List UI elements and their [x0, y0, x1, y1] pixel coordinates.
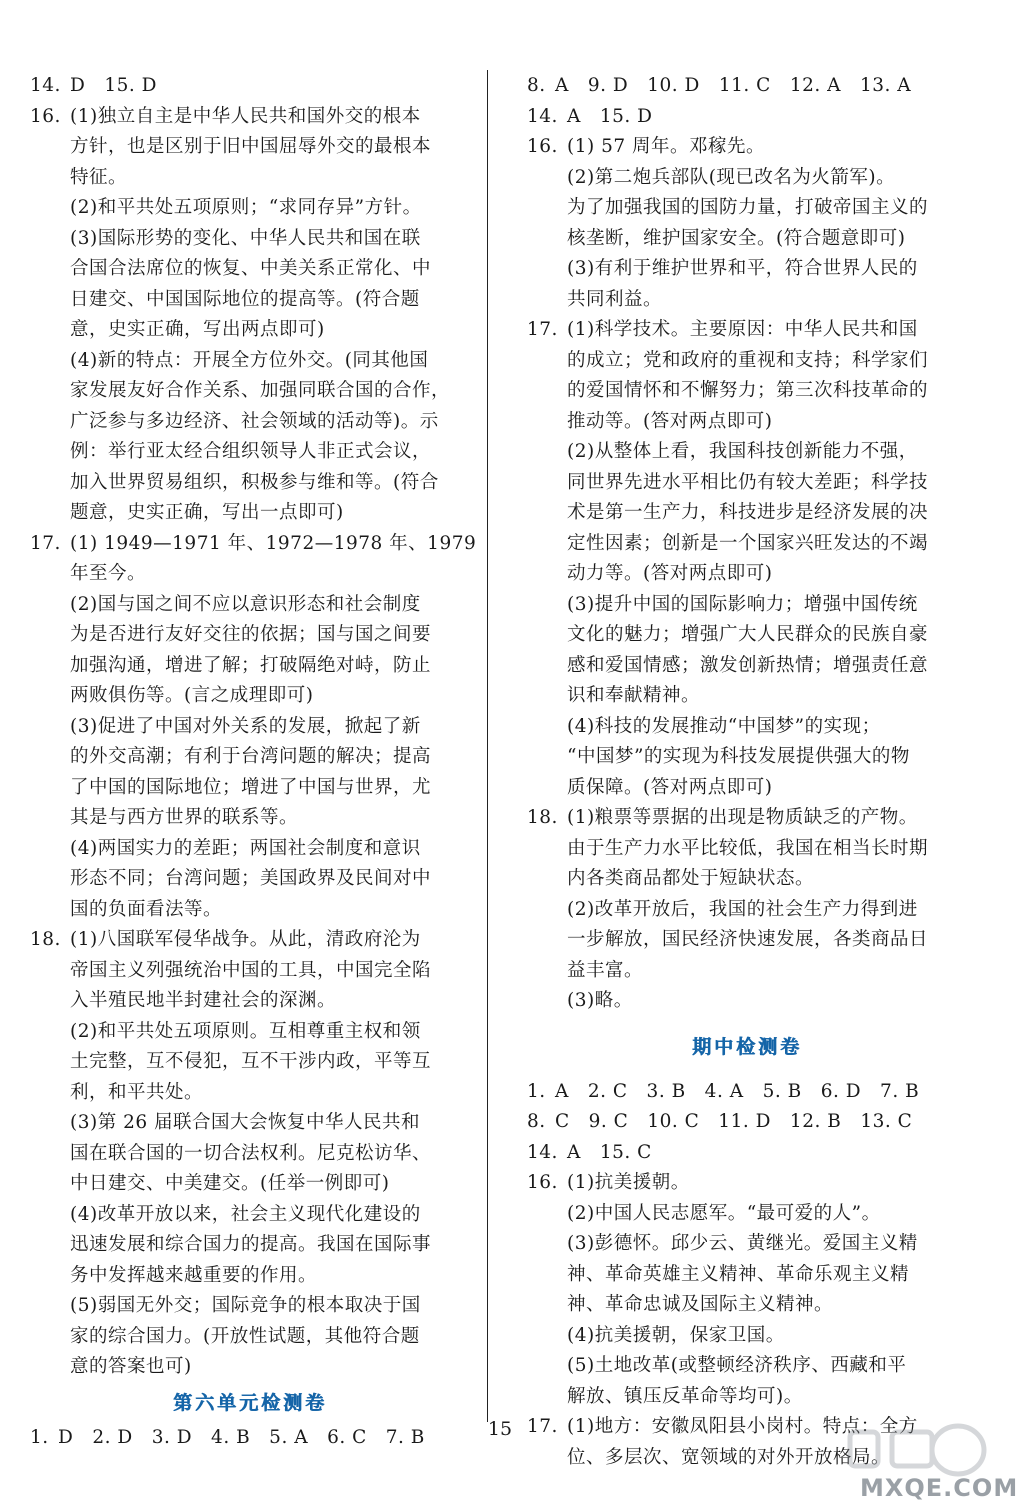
answer-text: (1)独立自主是中华人民共和国外交的根本: [70, 105, 421, 127]
answer-text: 土完整，互不侵犯，互不干涉内政，平等互: [70, 1051, 432, 1072]
answer-text: A 9. D 10. D 11. C 12. A 13. A: [555, 75, 912, 96]
answer-text: 帝国主义列强统治中国的工具，中国完全陷: [70, 959, 432, 981]
answer-text: (2)国与国之间不应以意识形态和社会制度: [70, 593, 421, 615]
answer-text: 感和爱国情感；激发创新热情；增强责任意: [567, 654, 929, 676]
answer-text: 国的负面看法等。: [70, 898, 223, 920]
answer-line: [527, 285, 967, 316]
question-number: 18.: [30, 929, 61, 950]
answer-line: [527, 437, 967, 468]
answer-line: [30, 590, 470, 621]
answer-text: 了中国的国际地位；增进了中国与世界，尤: [70, 776, 432, 798]
answer-line: [527, 71, 967, 102]
answer-line: [527, 803, 967, 834]
answer-text: 为是否进行友好交往的依据；国与国之间要: [70, 624, 432, 645]
answer-text: (1)八国联军侵华战争。从此，清政府沦为: [70, 929, 421, 950]
answer-line: [527, 834, 967, 865]
section-heading-unit6: 第六单元检测卷: [172, 1391, 327, 1414]
answer-line: [527, 132, 967, 163]
answer-text: 两败俱伤等。(言之成理即可): [70, 685, 314, 706]
answer-line: [527, 1290, 967, 1321]
answer-text: (2)改革开放后，我国的社会生产力得到进: [567, 898, 918, 920]
left-answers-block: [30, 71, 477, 1383]
answer-line: [527, 1382, 967, 1413]
answer-text: (3)国际形势的变化、中华人民共和国在联: [70, 227, 421, 249]
answer-line: [30, 986, 470, 1017]
answer-line: [527, 407, 967, 438]
answer-line: [527, 1168, 967, 1199]
answer-line: [527, 163, 967, 194]
answer-text: 的成立；党和政府的重视和支持；科学家们: [567, 349, 929, 371]
answer-text: (4)改革开放以来，社会主义现代化建设的: [70, 1203, 421, 1225]
answer-line: [30, 803, 470, 834]
section-heading-midterm: 期中检测卷: [691, 1035, 802, 1058]
answer-line: [30, 71, 470, 102]
answer-text: 意的答案也可): [70, 1356, 192, 1377]
answer-text: 国在联合国的一切合法权利。尼克松访华、: [70, 1142, 432, 1164]
question-number: 16.: [30, 105, 61, 127]
answer-line: [527, 651, 967, 682]
answer-line: [30, 1352, 470, 1383]
answer-text: 题意，史实正确，写出一点即可): [70, 502, 344, 523]
answer-line: [30, 712, 470, 743]
answer-text: (3)彭德怀。邱少云、黄继光。爱国主义精: [567, 1233, 918, 1254]
answer-text: “中国梦”的实现为科技发展提供强大的物: [567, 746, 910, 767]
answer-line: [30, 742, 470, 773]
answer-line: [527, 773, 967, 804]
answer-line: [30, 254, 470, 285]
watermark-text: MXQE.COM: [860, 1474, 1018, 1502]
answer-text: 神、革命英雄主义精神、革命乐观主义精: [567, 1263, 910, 1285]
question-number: 16.: [527, 136, 558, 157]
answer-line: [30, 773, 470, 804]
answer-line: [30, 651, 470, 682]
answer-text: (2)和平共处五项原则。互相尊重主权和领: [70, 1020, 421, 1042]
answer-text: 核垄断，维护国家安全。(符合题意即可): [567, 227, 906, 249]
answer-text: (4)科技的发展推动“中国梦”的实现；: [567, 715, 881, 737]
answer-line: [527, 956, 967, 987]
answer-text: 家的综合国力。(开放性试题，其他符合题: [70, 1325, 420, 1347]
question-number: 17.: [30, 532, 61, 554]
answer-line: [30, 895, 470, 926]
answer-line: [527, 468, 967, 499]
answer-line: [30, 1017, 470, 1048]
answer-line: [527, 712, 967, 743]
answer-text: A 15. C: [567, 1141, 652, 1163]
right-column: [527, 71, 967, 1473]
answer-line: [527, 498, 967, 529]
answer-text: 特征。: [70, 166, 128, 188]
answer-line: [527, 864, 967, 895]
answer-line: [527, 559, 967, 590]
answer-text: 务中发挥越来越重要的作用。: [70, 1264, 318, 1286]
answer-line: [527, 254, 967, 285]
page-number: 15: [487, 1418, 513, 1440]
question-number: 8.: [527, 75, 546, 96]
answer-line: [527, 590, 967, 621]
question-number: 18.: [527, 807, 558, 828]
answer-text: 动力等。(答对两点即可): [567, 563, 773, 584]
answer-line: [30, 407, 470, 438]
answer-line: [527, 1138, 967, 1169]
answer-line: [527, 681, 967, 712]
answer-text: (1)科学技术。主要原因：中华人民共和国: [567, 319, 918, 340]
answer-line: [527, 1229, 967, 1260]
answer-line: [527, 1107, 967, 1138]
answer-line: [527, 529, 967, 560]
answer-line: [30, 925, 470, 956]
answer-text: 的外交高潮；有利于台湾问题的解决；提高: [70, 746, 432, 767]
answer-text: 推动等。(答对两点即可): [567, 410, 773, 432]
answer-text: (1) 1949—1971 年、1972—1978 年、1979: [70, 532, 477, 554]
answer-line: [527, 1351, 967, 1382]
answer-text: (5)土地改革(或整顿经济秩序、西藏和平: [567, 1355, 907, 1376]
answer-line: [527, 620, 967, 651]
answer-text: 例：举行亚太经合组织领导人非正式会议，: [70, 441, 432, 462]
answer-text: 为了加强我国的国防力量，打破帝国主义的: [567, 197, 929, 218]
answer-text: 术是第一生产力，科技进步是经济发展的决: [567, 502, 929, 523]
answer-line: [30, 529, 477, 560]
right-answers-block: [527, 71, 967, 1017]
answer-text: (3)略。: [567, 990, 633, 1011]
answer-line: [30, 1047, 470, 1078]
answer-line: [30, 1139, 470, 1170]
answer-line: [30, 1108, 470, 1139]
question-number: 14.: [30, 75, 61, 96]
answer-line: [30, 956, 470, 987]
answer-text: (3)第 26 届联合国大会恢复中华人民共和: [70, 1112, 421, 1133]
answer-text: 家发展友好合作关系、加强同联合国的合作，: [70, 380, 451, 401]
answer-text: (2)从整体上看，我国科技创新能力不强，: [567, 441, 918, 462]
answer-line: [30, 102, 470, 133]
answer-text: D 15. D: [70, 75, 157, 96]
answer-text: 日建交、中国国际地位的提高等。(符合题: [70, 288, 420, 310]
answer-line: [30, 376, 470, 407]
midterm-answers-block: [527, 1077, 967, 1474]
answer-line: [527, 102, 967, 133]
answer-text: 其是与西方世界的联系等。: [70, 807, 299, 828]
answer-line: [30, 864, 470, 895]
answer-line: [527, 376, 967, 407]
answer-line: [30, 437, 470, 468]
left-column: [30, 71, 477, 1453]
answer-text: (3)提升中国的国际影响力；增强中国传统: [567, 593, 918, 615]
answer-text: (1)粮票等票据的出现是物质缺乏的产物。: [567, 807, 918, 828]
answer-text: 加强沟通，增进了解；打破隔绝对峙，防止: [70, 654, 432, 676]
answer-line: [30, 1200, 470, 1231]
question-number: 1.: [30, 1426, 49, 1448]
answer-line: [527, 1260, 967, 1291]
answer-line: [527, 315, 967, 346]
answer-text: 广泛参与多边经济、社会领域的活动等)。示: [70, 410, 439, 432]
answer-line: [527, 742, 967, 773]
answer-text: (1)地方：安徽凤阳县小岗村。特点：全方: [567, 1416, 918, 1437]
question-number: 8.: [527, 1111, 546, 1132]
answer-text: (1) 57 周年。邓稼先。: [567, 136, 766, 157]
answer-text: 由于生产力水平比较低，我国在相当长时期: [567, 837, 929, 859]
answer-text: 中日建交、中美建交。(任举一例即可): [70, 1173, 390, 1194]
answer-line: [30, 193, 470, 224]
answer-text: 解放、镇压反革命等均可)。: [567, 1385, 803, 1407]
column-divider: [487, 70, 488, 1422]
answer-line: [30, 1322, 470, 1353]
answer-text: (2)中国人民志愿军。“最可爱的人”。: [567, 1202, 881, 1224]
answer-text: (2)和平共处五项原则；“求同存异”方针。: [70, 197, 422, 218]
answer-text: (3)有利于维护世界和平，符合世界人民的: [567, 258, 918, 279]
answer-line: [30, 163, 470, 194]
answer-line: [527, 1321, 967, 1352]
question-number: 17.: [527, 1416, 558, 1437]
answer-text: 益丰富。: [567, 959, 644, 981]
question-number: 14.: [527, 1141, 558, 1163]
answer-line: [30, 285, 470, 316]
answer-line: [30, 468, 470, 499]
question-number: 17.: [527, 319, 558, 340]
answer-line: [30, 132, 470, 163]
answer-line: [527, 925, 967, 956]
answer-line: [30, 681, 470, 712]
answer-text: 文化的魅力；增强广大人民群众的民族自豪: [567, 624, 929, 645]
answer-text: (4)抗美援朝，保家卫国。: [567, 1324, 785, 1346]
answer-text: 质保障。(答对两点即可): [567, 776, 773, 798]
question-number: 16.: [527, 1172, 558, 1193]
question-number: 14.: [527, 105, 558, 127]
answer-text: 的爱国情怀和不懈努力；第三次科技革命的: [567, 380, 929, 401]
answer-text: C 9. C 10. C 11. D 12. B 13. C: [555, 1111, 913, 1132]
answer-line: [30, 834, 470, 865]
question-number: 1.: [527, 1080, 546, 1102]
answer-text: (4)新的特点：开展全方位外交。(同其他国: [70, 349, 429, 371]
answer-text: A 15. D: [567, 105, 653, 127]
answer-line: [527, 895, 967, 926]
answer-text: 共同利益。: [567, 288, 663, 310]
answer-line: [527, 346, 967, 377]
answer-line: [30, 1291, 470, 1322]
answer-line: [30, 1078, 470, 1109]
answer-text: 利，和平共处。: [70, 1081, 204, 1103]
answer-line: [30, 315, 470, 346]
answer-line: [527, 1199, 967, 1230]
answer-text: 意，史实正确，写出两点即可): [70, 319, 325, 340]
answer-text: 神、革命忠诚及国际主义精神。: [567, 1294, 834, 1315]
answer-line: [30, 346, 470, 377]
answer-text: D 2. D 3. D 4. B 5. A 6. C 7. B: [58, 1426, 425, 1448]
answer-text: 识和奉献精神。: [567, 685, 701, 706]
answer-text: 年至今。: [70, 563, 147, 584]
answer-text: (2)第二炮兵部队(现已改名为火箭军)。: [567, 166, 896, 188]
answer-text: 一步解放，国民经济快速发展，各类商品日: [567, 929, 929, 950]
answer-line: [527, 986, 967, 1017]
answer-text: 合国合法席位的恢复、中美关系正常化、中: [70, 258, 432, 279]
answer-text: 位、多层次、宽领域的对外开放格局。: [567, 1446, 891, 1468]
answer-text: 方针，也是区别于旧中国屈辱外交的最根本: [70, 136, 432, 157]
answer-text: (3)促进了中国对外关系的发展，掀起了新: [70, 715, 421, 737]
answer-line: [30, 1230, 470, 1261]
answer-text: A 2. C 3. B 4. A 5. B 6. D 7. B: [555, 1080, 920, 1102]
answer-text: 定性因素；创新是一个国家兴旺发达的不竭: [567, 532, 929, 554]
answer-line: [30, 1169, 470, 1200]
answer-line: [30, 498, 470, 529]
answer-line: [30, 620, 470, 651]
answer-line: [527, 193, 967, 224]
answer-text: 入半殖民地半封建社会的深渊。: [70, 990, 337, 1011]
answer-text: 加入世界贸易组织，积极参与维和等。(符合: [70, 471, 439, 493]
answer-text: (5)弱国无外交；国际竞争的根本取决于国: [70, 1295, 421, 1316]
answer-line: [527, 224, 967, 255]
answer-text: 迅速发展和综合国力的提高。我国在国际事: [70, 1234, 432, 1255]
answer-text: (4)两国实力的差距；两国社会制度和意识: [70, 837, 421, 859]
answer-text: 形态不同；台湾问题；美国政界及民间对中: [70, 868, 432, 889]
answer-line: [30, 1261, 470, 1292]
answer-line: [527, 1077, 967, 1108]
answer-text: 内各类商品都处于短缺状态。: [567, 868, 815, 889]
answer-text: 同世界先进水平相比仍有较大差距；科学技: [567, 471, 929, 493]
answer-text: (1)抗美援朝。: [567, 1172, 690, 1193]
answer-line: [30, 224, 470, 255]
answer-line: [30, 559, 470, 590]
